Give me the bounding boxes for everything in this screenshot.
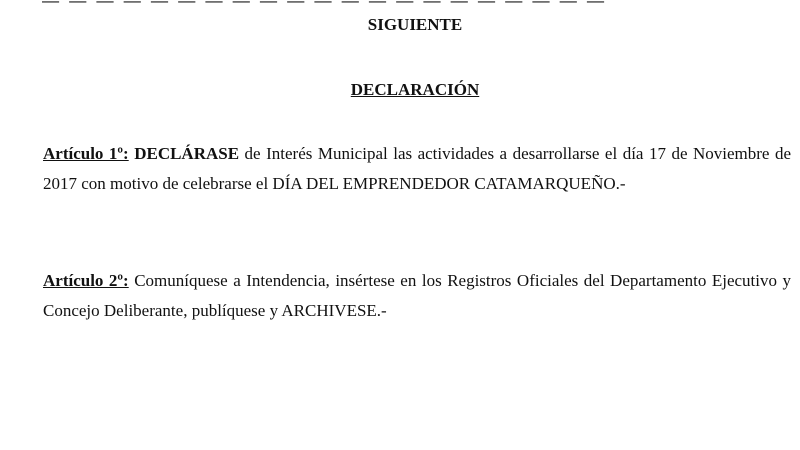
section-title: DECLARACIÓN (350, 80, 480, 99)
article-2-label: Artículo 2º: (43, 271, 129, 290)
article-1 (43, 139, 791, 199)
article-1-label: Artículo 1º: (43, 144, 129, 163)
article-2-text: Comuníquese a Intendencia, insértese en los Registros Oficiales del Departamento Ejecutivo y Concejo Deliberante, publíquese y ARCHIVESE.- (43, 271, 791, 320)
cutoff-heading-line: — — — — — — — — — — — — — — — — — — — — — (42, 0, 607, 10)
article-1-keyword: DECLÁRASE (134, 144, 240, 163)
article-2 (43, 266, 791, 326)
heading-siguiente: SIGUIENTE (367, 15, 463, 34)
article-1-text: de Interés Municipal las actividades a desarrollarse el día 17 de Noviembre de 2017 con motivo de celebrarse el DÍA DEL EMPRENDEDOR CATAMARQUEÑO.- (43, 144, 792, 193)
